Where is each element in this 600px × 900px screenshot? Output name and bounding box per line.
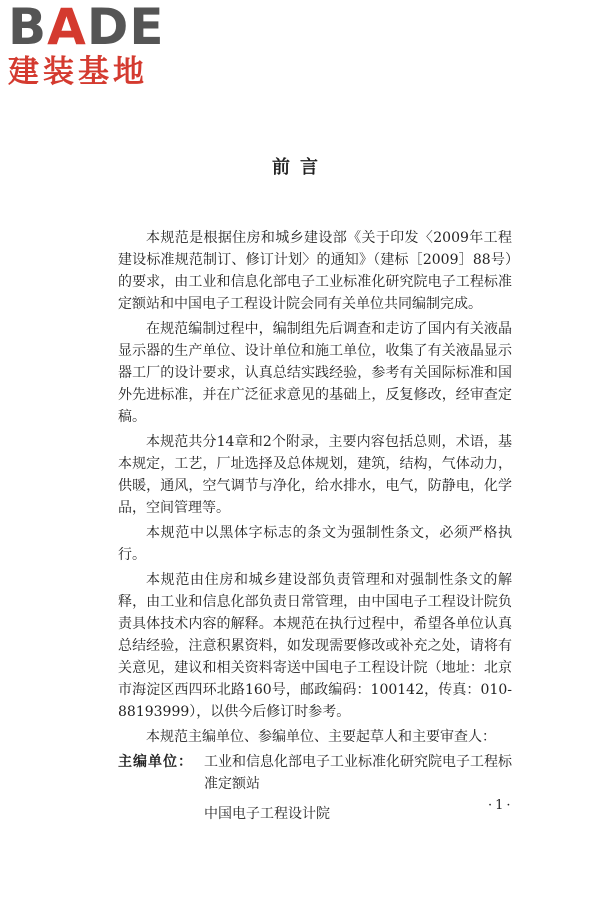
- paragraph-management: 本规范由住房和城乡建设部负责管理和对强制性条文的解释，由工业和信息化部负责日常管理，由中国电子工程设计院负责具体技术内容的解释。本规范在执行过程中，希望各单位认真总结经验，注意积累资料，如发现需要修改或补充之处，请将有关意见，建议和相关资料寄送中国电子工程设计院（地址：北京市海淀区西四环北路160号，邮政编码：100142，传真：010-88193999），以供今后修订时参考。: [118, 572, 512, 720]
- page-title: 前言: [272, 157, 328, 178]
- paragraph-mandatory: 本规范中以黑体字标志的条文为强制性条文，必须严格执行。: [118, 525, 512, 563]
- preface-body: [118, 227, 512, 825]
- paragraph-contents: 本规范共分14章和2个附录，主要内容包括总则，术语，基本规定，工艺，厂址选择及总体规划，建筑，结构，气体动力，供暖，通风，空气调节与净化，给水排水，电气，防静电，化学品，空间管理等。: [118, 434, 512, 516]
- chief-units-block: [118, 751, 512, 825]
- paragraph-basis: 本规范是根据住房和城乡建设部《关于印发〈2009年工程建设标准规范制订、修订计划〉的通知》（建标［2009］88号）的要求，由工业和信息化部电子工业标准化研究院电子工程标准定额站和中国电子工程设计院会同有关单位共同编制完成。: [118, 230, 512, 312]
- chief-unit-2: 中国电子工程设计院: [204, 806, 330, 822]
- logo-tagline: 建装基地: [8, 54, 148, 90]
- paragraph-process: 在规范编制过程中，编制组先后调查和走访了国内有关液晶显示器的生产单位、设计单位和施工单位，收集了有关液晶显示器工厂的设计要求，认真总结实践经验，参考有关国际标准和国外先进标准，并在广泛征求意见的基础上，反复修改，经审查定稿。: [118, 321, 512, 425]
- paragraph-units-intro: 本规范主编单位、参编单位、主要起草人和主要审查人：: [146, 729, 496, 745]
- bade-logo: [8, 2, 178, 90]
- logo-wordmark: BADE: [8, 0, 165, 56]
- chief-unit-1: 工业和信息化部电子工业标准化研究院电子工程标准定额站: [204, 754, 512, 792]
- page-number: ·1·: [488, 798, 514, 813]
- chief-units-label: 主编单位：: [118, 754, 193, 770]
